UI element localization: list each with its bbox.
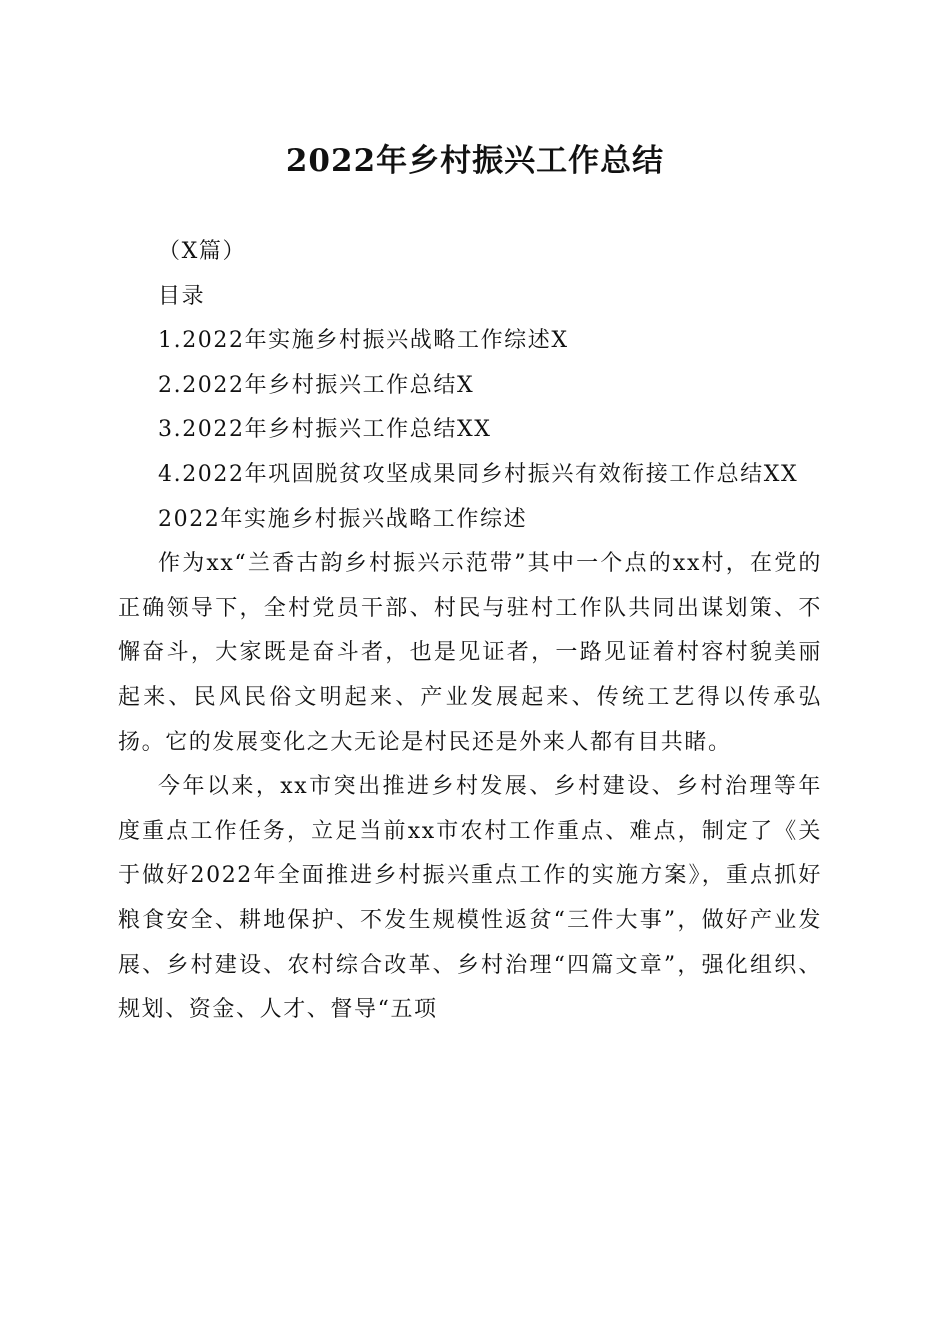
toc-item: 3.2022年乡村振兴工作总结XX: [158, 417, 492, 443]
toc-heading: 目录: [158, 283, 206, 309]
document-body: [118, 230, 822, 1033]
toc-item: 4.2022年巩固脱贫攻坚成果同乡村振兴有效衔接工作总结XX: [158, 461, 799, 487]
body-paragraph: 作为xx“兰香古韵乡村振兴示范带”其中一个点的xx村，在党的正确领导下，全村党员干部、村民与驻村工作队共同出谋划策、不懈奋斗，大家既是奋斗者，也是见证者，一路见证着村容村貌美丽起来、民风民俗文明起来、产业发展起来、传统工艺得以传承弘扬。它的发展变化之大无论是村民还是外来人都有目共睹。: [118, 551, 822, 755]
section-heading: 2022年实施乡村振兴战略工作综述: [158, 506, 528, 532]
toc-item: 1.2022年实施乡村振兴战略工作综述X: [158, 328, 569, 354]
toc-item: 2.2022年乡村振兴工作总结X: [158, 372, 475, 398]
document-title: 2022年乡村振兴工作总结: [285, 143, 665, 179]
document-subtitle: （X篇）: [158, 239, 247, 264]
body-paragraph: 今年以来，xx市突出推进乡村发展、乡村建设、乡村治理等年度重点工作任务，立足当前xx市农村工作重点、难点，制定了《关于做好2022年全面推进乡村振兴重点工作的实施方案》，重点抓好粮食安全、耕地保护、不发生规模性返贫“三件大事”，做好产业发展、乡村建设、农村综合改革、乡村治理“四篇文章”，强化组织、规划、资金、人才、督导“五项: [118, 774, 822, 1023]
